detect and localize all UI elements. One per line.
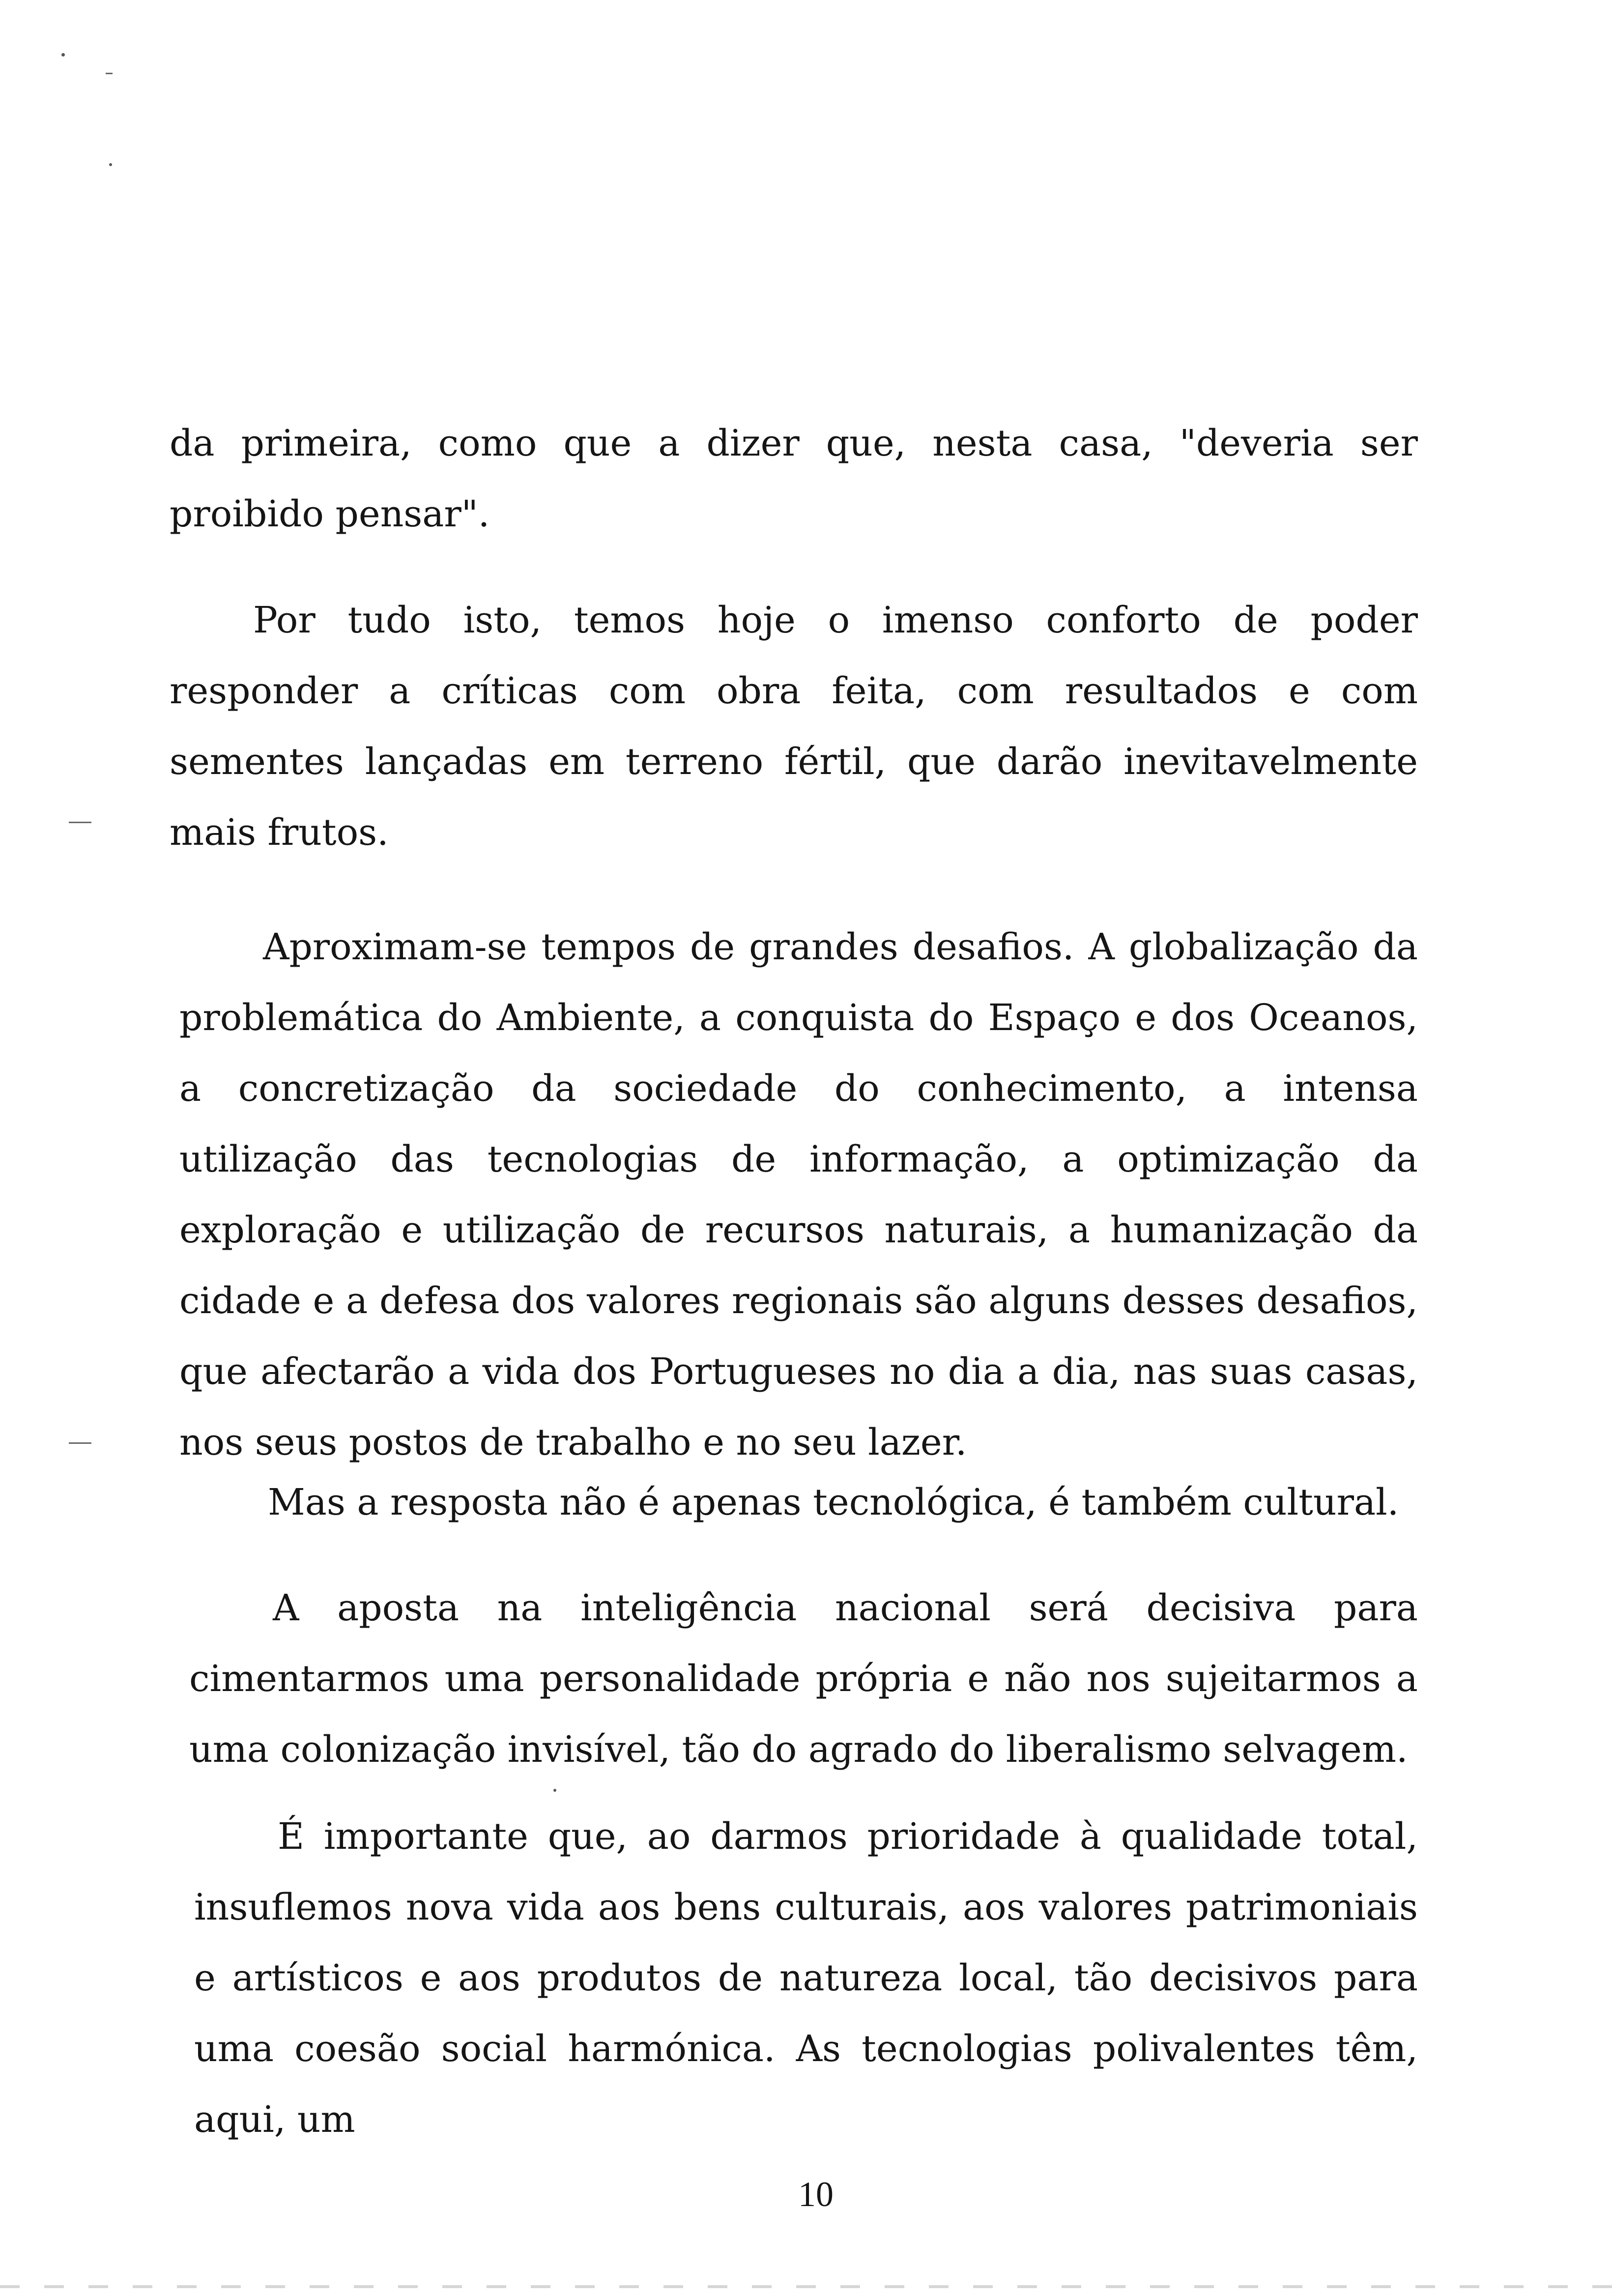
paragraph-1: da primeira, como que a dizer que, nesta casa, "deveria ser proibido pensar". [170,422,1418,535]
paragraph-4: Mas a resposta não é apenas tecnológica, é também cultural. [268,1481,1399,1523]
scan-mark [69,1442,91,1444]
scan-edge-noise [0,2285,1612,2288]
paragraph-6: É importante que, ao darmos prioridade à qualidade total, insuflemos nova vida aos bens culturais, aos valores patrimoniais e artísticos e aos produtos de natureza local, tão decisivos para uma coesão social harmónica. As tecnologias polivalentes têm, aqui, um [194,1815,1418,2141]
paragraph-2: Por tudo isto, temos hoje o imenso conforto de poder responder a críticas com obra feita, com resultados e com sementes lançadas em terreno fértil, que darão inevitavelmente mais frutos. [170,599,1418,854]
scan-speck [61,53,65,57]
paragraph-5: A aposta na inteligência nacional será decisiva para cimentarmos uma personalidade própria e não nos sujeitarmos a uma colonização invisível, tão do agrado do liberalismo selvagem. [189,1587,1418,1771]
scan-speck [109,163,112,166]
scan-speck [553,1789,556,1792]
paragraph-3: Aproximam-se tempos de grandes desafios. A globalização da problemática do Ambiente, a conquista do Espaço e dos Oceanos, a concretização da sociedade do conhecimento, a intensa utilização das tecnologias de informação, a optimização da exploração e utilização de recursos naturais, a humanização da cidade e a defesa dos valores regionais são alguns desses desafios, que afectarão a vida dos Portugueses no dia a dia, nas suas casas, nos seus postos de trabalho e no seu lazer. [179,926,1418,1464]
scan-mark [69,822,91,823]
page-number: 10 [798,2175,834,2214]
scan-mark [106,73,113,74]
